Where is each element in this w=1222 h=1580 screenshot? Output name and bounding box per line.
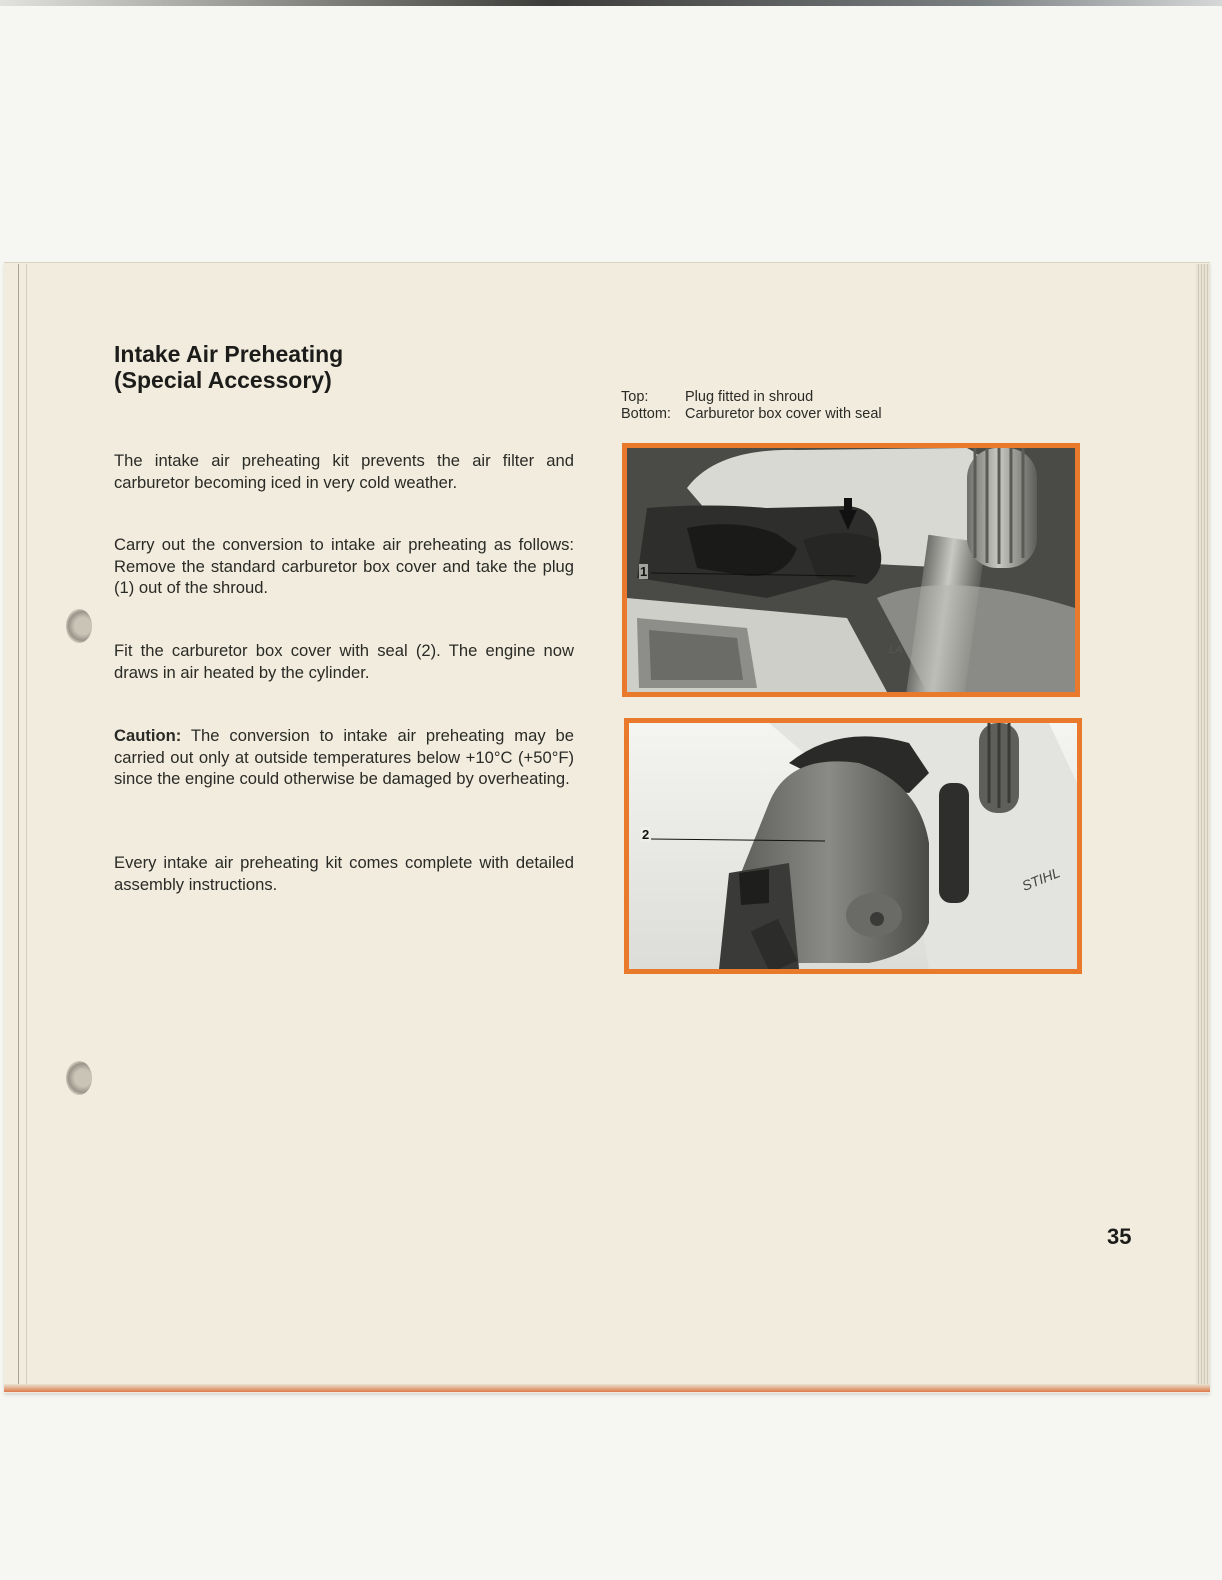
figure-caption — [621, 389, 882, 423]
scan-top-strip — [0, 0, 1222, 6]
brand-stihl: STIHL — [1019, 864, 1063, 894]
paragraph-caution — [114, 725, 574, 790]
heading-line-1: Intake Air Preheating — [114, 341, 344, 367]
section-heading — [114, 341, 343, 393]
photo-plug-in-shroud — [622, 443, 1080, 697]
caption-top-text: Plug fitted in shroud — [685, 389, 814, 405]
page-spine — [18, 264, 19, 1390]
caption-row-top — [621, 389, 882, 406]
page-bottom-edge — [4, 1384, 1210, 1392]
callout-1: 1 — [640, 564, 648, 579]
page-number: 35 — [1107, 1224, 1132, 1249]
paragraph-conversion: Carry out the conversion to intake air preheating as follows: Remove the standard carburetor box cover and take the plug (1) out of the shroud. — [114, 535, 574, 597]
page-stack-edge — [1196, 264, 1210, 1392]
caption-bottom-text: Carburetor box cover with seal — [685, 406, 882, 422]
binder-hole-lower — [66, 1061, 92, 1095]
page-spine-shadow — [26, 264, 27, 1390]
callout-2: 2 — [642, 827, 650, 842]
caption-bottom-label: Bottom: — [621, 406, 671, 422]
paragraph-kit-contents: Every intake air preheating kit comes complete with detailed assembly instructions. — [114, 853, 574, 894]
paragraph-fit-cover: Fit the carburetor box cover with seal (2). The engine now draws in air heated by the cylinder. — [114, 641, 574, 682]
binder-hole-upper — [66, 609, 92, 643]
paragraph-intro: The intake air preheating kit prevents the air filter and carburetor becoming iced in very cold weather. — [114, 451, 574, 492]
caution-label: Caution: — [114, 726, 182, 745]
caption-row-bottom — [621, 406, 882, 423]
engraving-la: LA — [889, 644, 903, 656]
heading-line-2: (Special Accessory) — [114, 367, 332, 393]
photo-plug-illustration — [627, 448, 1075, 692]
caption-top-label: Top: — [621, 389, 649, 405]
photo-cover-with-seal — [624, 718, 1082, 974]
caution-text: The conversion to intake air preheating may be carried out only at outside temperatures below +10°C (+50°F) since the engine could otherwise be damaged by overheating. — [114, 726, 574, 788]
photo-cover-illustration — [629, 723, 1077, 969]
